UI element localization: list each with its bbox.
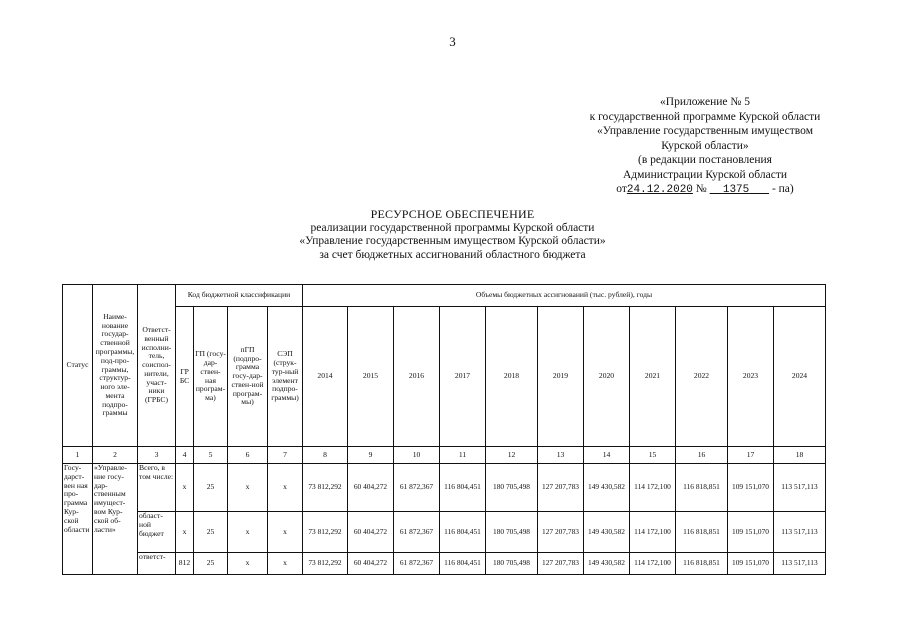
index-cell: 15 <box>630 447 676 464</box>
header-grbs: ГР БС <box>176 307 194 447</box>
title-heading: РЕСУРСНОЕ ОБЕСПЕЧЕНИЕ <box>370 207 535 221</box>
value-cell: 116 818,851 <box>676 553 728 575</box>
index-cell: 4 <box>176 447 194 464</box>
gp-cell: 25 <box>194 553 228 575</box>
value-cell: 60 404,272 <box>348 512 394 553</box>
value-cell: 73 812,292 <box>303 464 348 512</box>
appendix-line: «Приложение № 5 <box>660 96 750 108</box>
appendix-line: к государственной программе Курской области <box>589 110 821 123</box>
index-row <box>63 447 826 464</box>
header-sep: СЭП (струк-тур-ный элемент подпро-граммы) <box>268 307 303 447</box>
value-cell: 113 517,113 <box>774 464 826 512</box>
value-cell: 127 207,783 <box>538 464 584 512</box>
header-year: 2024 <box>774 307 826 447</box>
pgp-cell: x <box>228 512 268 553</box>
value-cell: 109 151,070 <box>728 464 774 512</box>
value-cell: 61 872,367 <box>394 553 440 575</box>
header-year: 2015 <box>348 307 394 447</box>
header-year: 2019 <box>538 307 584 447</box>
grbs-cell: 812 <box>176 553 194 575</box>
index-cell: 9 <box>348 447 394 464</box>
table-row <box>63 553 826 575</box>
value-cell: 180 705,498 <box>486 512 538 553</box>
value-cell: 109 151,070 <box>728 553 774 575</box>
value-cell: 127 207,783 <box>538 553 584 575</box>
index-cell: 6 <box>228 447 268 464</box>
value-cell: 180 705,498 <box>486 464 538 512</box>
header-year: 2023 <box>728 307 774 447</box>
index-cell: 17 <box>728 447 774 464</box>
index-cell: 5 <box>194 447 228 464</box>
appendix-line: «Управление государственным имуществом <box>597 125 813 137</box>
header-year: 2020 <box>584 307 630 447</box>
sep-cell: x <box>268 512 303 553</box>
value-cell: 149 430,582 <box>584 553 630 575</box>
resolution-suffix: - па) <box>771 183 794 195</box>
executor-cell: Всего, в том числе: <box>138 464 176 512</box>
header-year: 2022 <box>676 307 728 447</box>
index-cell: 10 <box>394 447 440 464</box>
value-cell: 113 517,113 <box>774 553 826 575</box>
document-title <box>0 208 905 262</box>
resolution-date: 24.12.2020 <box>626 184 693 196</box>
value-cell: 60 404,272 <box>348 553 394 575</box>
header-executor: Ответст-венный исполни-тель, соиспол-нители, участ-ники (ГРБС) <box>138 285 176 447</box>
value-cell: 149 430,582 <box>584 464 630 512</box>
index-cell: 11 <box>440 447 486 464</box>
header-year: 2016 <box>394 307 440 447</box>
index-cell: 13 <box>538 447 584 464</box>
appendix-line: (в редакции постановления <box>638 154 772 166</box>
index-cell: 14 <box>584 447 630 464</box>
appendix-date-line <box>560 182 850 198</box>
resolution-number-value: 1375 <box>722 184 750 196</box>
header-gp: ГП (госу-дар-ствен-ная програм-ма) <box>194 307 228 447</box>
value-cell: 114 172,100 <box>630 464 676 512</box>
header-year: 2021 <box>630 307 676 447</box>
index-cell: 18 <box>774 447 826 464</box>
header-name: Наиме-нование государ-ственной программы, под-про-граммы, структур-ного эле-мента подпро-граммы <box>93 285 138 447</box>
pgp-cell: x <box>228 553 268 575</box>
table-row <box>63 464 826 512</box>
value-cell: 61 872,367 <box>394 464 440 512</box>
value-cell: 116 818,851 <box>676 512 728 553</box>
page-number: 3 <box>449 34 456 49</box>
header-year: 2014 <box>303 307 348 447</box>
appendix-line: Администрации Курской области <box>623 168 787 181</box>
value-cell: 127 207,783 <box>538 512 584 553</box>
index-cell: 7 <box>268 447 303 464</box>
value-cell: 114 172,100 <box>630 512 676 553</box>
executor-cell: ответст- <box>138 553 176 575</box>
value-cell: 116 818,851 <box>676 464 728 512</box>
value-cell: 116 804,451 <box>440 464 486 512</box>
value-cell: 61 872,367 <box>394 512 440 553</box>
grbs-cell: x <box>176 512 194 553</box>
title-line: «Управление государственным имуществом Курской области» <box>299 235 606 247</box>
date-prefix: от <box>616 183 627 195</box>
sep-cell: x <box>268 553 303 575</box>
index-cell: 2 <box>93 447 138 464</box>
value-cell: 73 812,292 <box>303 512 348 553</box>
number-prefix: № <box>695 183 707 195</box>
program-name-cell: «Управле-ние госу-дар-ственным имущест-вом Кур-ской об-ласти» <box>93 464 138 575</box>
value-cell: 109 151,070 <box>728 512 774 553</box>
value-cell: 114 172,100 <box>630 553 676 575</box>
appendix-block <box>560 95 850 198</box>
resolution-number <box>710 184 769 196</box>
table-row <box>63 512 826 553</box>
sep-cell: x <box>268 464 303 512</box>
index-cell: 3 <box>138 447 176 464</box>
executor-cell: област-ной бюджет <box>138 512 176 553</box>
index-cell: 12 <box>486 447 538 464</box>
value-cell: 116 804,451 <box>440 553 486 575</box>
grbs-cell: x <box>176 464 194 512</box>
index-cell: 16 <box>676 447 728 464</box>
status-cell: Госу-дарст-вен ная про-грамма Кур-ской области <box>63 464 93 575</box>
header-code-group: Код бюджетной классификации <box>176 285 303 307</box>
header-year: 2017 <box>440 307 486 447</box>
index-cell: 8 <box>303 447 348 464</box>
value-cell: 180 705,498 <box>486 553 538 575</box>
value-cell: 116 804,451 <box>440 512 486 553</box>
gp-cell: 25 <box>194 512 228 553</box>
title-line: реализации государственной программы Курской области <box>310 221 595 234</box>
value-cell: 73 812,292 <box>303 553 348 575</box>
value-cell: 149 430,582 <box>584 512 630 553</box>
value-cell: 60 404,272 <box>348 464 394 512</box>
resource-table <box>62 284 826 575</box>
title-line: за счет бюджетных ассигнований областного бюджета <box>319 248 586 261</box>
pgp-cell: x <box>228 464 268 512</box>
header-volume-group: Объемы бюджетных ассигнований (тыс. рублей), годы <box>303 285 826 307</box>
gp-cell: 25 <box>194 464 228 512</box>
header-pgp: пГП (подпро-грамма госу-дар-ствен-ной програм-мы) <box>228 307 268 447</box>
index-cell: 1 <box>63 447 93 464</box>
value-cell: 113 517,113 <box>774 512 826 553</box>
header-status: Статус <box>63 285 93 447</box>
appendix-line: Курской области» <box>661 139 749 152</box>
header-year: 2018 <box>486 307 538 447</box>
